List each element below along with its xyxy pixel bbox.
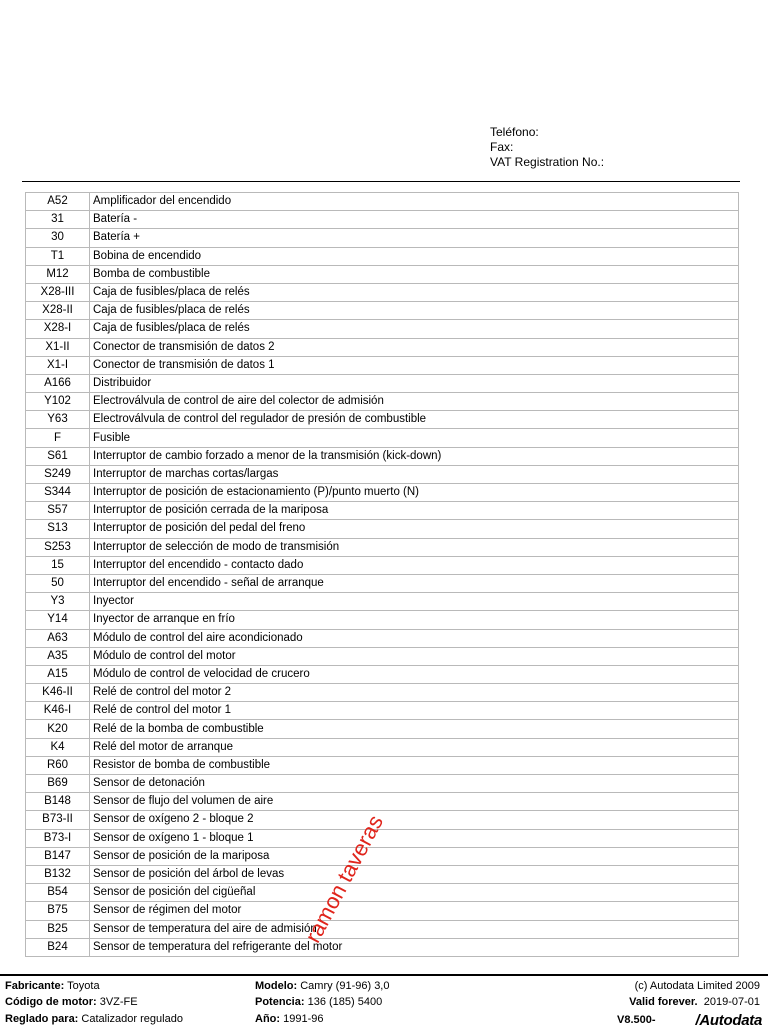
table-row (26, 629, 739, 647)
component-description: Bobina de encendido (90, 247, 739, 265)
table-row (26, 884, 739, 902)
component-code: S57 (26, 502, 90, 520)
component-description: Batería - (90, 211, 739, 229)
component-code: Y14 (26, 611, 90, 629)
component-code: A63 (26, 629, 90, 647)
component-description: Relé de control del motor 1 (90, 702, 739, 720)
regulated-value: Catalizador regulado (81, 1013, 183, 1025)
watermark-signature: ramon taveras (300, 810, 389, 947)
year (255, 1012, 323, 1027)
component-description: Módulo de control del motor (90, 647, 739, 665)
component-code: B24 (26, 938, 90, 956)
component-description: Interruptor de posición del pedal del freno (90, 520, 739, 538)
component-code: A52 (26, 193, 90, 211)
table-row (26, 647, 739, 665)
table-row (26, 193, 739, 211)
vat-label: VAT Registration No.: (490, 155, 605, 169)
contact-block (490, 125, 604, 170)
component-description: Distribuidor (90, 374, 739, 392)
component-description: Caja de fusibles/placa de relés (90, 320, 739, 338)
table-row (26, 229, 739, 247)
table-row (26, 538, 739, 556)
table-row (26, 211, 739, 229)
table-row (26, 847, 739, 865)
component-description: Sensor de posición de la mariposa (90, 847, 739, 865)
component-code: B73-II (26, 811, 90, 829)
component-code: Y3 (26, 593, 90, 611)
table-row (26, 484, 739, 502)
component-code: F (26, 429, 90, 447)
manufacturer-value: Toyota (67, 980, 100, 992)
table-row (26, 447, 739, 465)
validity (629, 995, 760, 1010)
manufacturer (5, 979, 100, 994)
component-description: Sensor de posición del árbol de levas (90, 865, 739, 883)
component-description: Sensor de flujo del volumen de aire (90, 793, 739, 811)
table-row (26, 865, 739, 883)
component-description: Relé de control del motor 2 (90, 684, 739, 702)
table-row (26, 520, 739, 538)
component-code: A15 (26, 665, 90, 683)
component-description: Interruptor de marchas cortas/largas (90, 465, 739, 483)
component-description: Sensor de temperatura del aire de admisión (90, 920, 739, 938)
engine-code-label: Código de motor: (5, 996, 97, 1008)
component-description: Interruptor de cambio forzado a menor de la transmisión (kick-down) (90, 447, 739, 465)
component-code: 31 (26, 211, 90, 229)
component-code: 50 (26, 574, 90, 592)
table-row (26, 265, 739, 283)
valid-date: 2019-07-01 (703, 996, 760, 1008)
component-code: B147 (26, 847, 90, 865)
component-code: A35 (26, 647, 90, 665)
table-row (26, 356, 739, 374)
power-label: Potencia: (255, 996, 305, 1008)
table-row (26, 702, 739, 720)
table-row (26, 411, 739, 429)
regulated-label: Reglado para: (5, 1013, 79, 1025)
component-code: K4 (26, 738, 90, 756)
component-description: Interruptor de posición de estacionamiento (P)/punto muerto (N) (90, 484, 739, 502)
component-code: S253 (26, 538, 90, 556)
power-value: 136 (185) 5400 (307, 996, 383, 1008)
table-row (26, 920, 739, 938)
table-row (26, 320, 739, 338)
component-code: T1 (26, 247, 90, 265)
power (255, 995, 382, 1010)
component-description: Sensor de oxígeno 1 - bloque 1 (90, 829, 739, 847)
table-row (26, 465, 739, 483)
autodata-logo: /Autodata (695, 1012, 762, 1029)
component-code: S61 (26, 447, 90, 465)
component-code: B132 (26, 865, 90, 883)
table-row (26, 720, 739, 738)
table-row (26, 611, 739, 629)
component-code: 15 (26, 556, 90, 574)
table-row (26, 302, 739, 320)
model-label: Modelo: (255, 980, 298, 992)
manufacturer-label: Fabricante: (5, 980, 65, 992)
component-code: S344 (26, 484, 90, 502)
component-description: Sensor de temperatura del refrigerante del motor (90, 938, 739, 956)
component-code: B54 (26, 884, 90, 902)
table-row (26, 665, 739, 683)
component-code: X1-II (26, 338, 90, 356)
table-row (26, 684, 739, 702)
component-code: B148 (26, 793, 90, 811)
component-code: K46-II (26, 684, 90, 702)
component-description: Amplificador del encendido (90, 193, 739, 211)
component-description: Interruptor del encendido - contacto dado (90, 556, 739, 574)
table-row (26, 338, 739, 356)
model (255, 979, 390, 994)
component-description: Caja de fusibles/placa de relés (90, 302, 739, 320)
component-description: Electroválvula de control de aire del colector de admisión (90, 393, 739, 411)
component-description: Interruptor de posición cerrada de la mariposa (90, 502, 739, 520)
version: V8.500- (617, 1014, 656, 1026)
component-code: X28-II (26, 302, 90, 320)
component-code: S249 (26, 465, 90, 483)
component-code: R60 (26, 756, 90, 774)
component-code: K20 (26, 720, 90, 738)
component-description: Batería + (90, 229, 739, 247)
table-row (26, 775, 739, 793)
component-description: Sensor de régimen del motor (90, 902, 739, 920)
table-row (26, 756, 739, 774)
component-code: Y102 (26, 393, 90, 411)
table-row (26, 938, 739, 956)
component-description: Sensor de detonación (90, 775, 739, 793)
engine-code (5, 995, 138, 1010)
component-description: Inyector de arranque en frío (90, 611, 739, 629)
component-description: Interruptor del encendido - señal de arranque (90, 574, 739, 592)
header-divider (22, 181, 740, 182)
component-code: S13 (26, 520, 90, 538)
component-description: Fusible (90, 429, 739, 447)
footer (0, 974, 768, 1036)
component-code: B73-I (26, 829, 90, 847)
component-code: B69 (26, 775, 90, 793)
component-code: A166 (26, 374, 90, 392)
table-row (26, 902, 739, 920)
table-row (26, 574, 739, 592)
component-code: X28-I (26, 320, 90, 338)
copyright: (c) Autodata Limited 2009 (634, 980, 760, 992)
component-code: Y63 (26, 411, 90, 429)
table-row (26, 793, 739, 811)
component-description: Conector de transmisión de datos 2 (90, 338, 739, 356)
component-description: Bomba de combustible (90, 265, 739, 283)
table-row (26, 429, 739, 447)
component-description: Relé de la bomba de combustible (90, 720, 739, 738)
component-code: B75 (26, 902, 90, 920)
engine-code-value: 3VZ-FE (99, 996, 138, 1008)
component-code: X28-III (26, 283, 90, 301)
component-description: Resistor de bomba de combustible (90, 756, 739, 774)
component-description: Módulo de control de velocidad de crucero (90, 665, 739, 683)
year-value: 1991-96 (283, 1013, 324, 1025)
model-value: Camry (91-96) 3,0 (300, 980, 390, 992)
component-description: Relé del motor de arranque (90, 738, 739, 756)
component-code: 30 (26, 229, 90, 247)
table-row (26, 283, 739, 301)
component-code: K46-I (26, 702, 90, 720)
table-row (26, 502, 739, 520)
phone-label: Teléfono: (490, 125, 539, 139)
component-description: Caja de fusibles/placa de relés (90, 283, 739, 301)
component-code: M12 (26, 265, 90, 283)
table-row (26, 556, 739, 574)
component-code: B25 (26, 920, 90, 938)
table-row (26, 374, 739, 392)
fax-label: Fax: (490, 140, 514, 154)
component-description: Inyector (90, 593, 739, 611)
table-row (26, 247, 739, 265)
component-description: Módulo de control del aire acondicionado (90, 629, 739, 647)
component-description: Sensor de oxígeno 2 - bloque 2 (90, 811, 739, 829)
table-row (26, 593, 739, 611)
component-code: X1-I (26, 356, 90, 374)
component-description: Conector de transmisión de datos 1 (90, 356, 739, 374)
table-row (26, 738, 739, 756)
component-description: Electroválvula de control del regulador de presión de combustible (90, 411, 739, 429)
component-table (25, 192, 739, 957)
component-description: Sensor de posición del cigüeñal (90, 884, 739, 902)
regulated (5, 1012, 183, 1027)
table-row (26, 393, 739, 411)
year-label: Año: (255, 1013, 281, 1025)
component-description: Interruptor de selección de modo de transmisión (90, 538, 739, 556)
valid-label: Valid forever. (629, 996, 698, 1008)
